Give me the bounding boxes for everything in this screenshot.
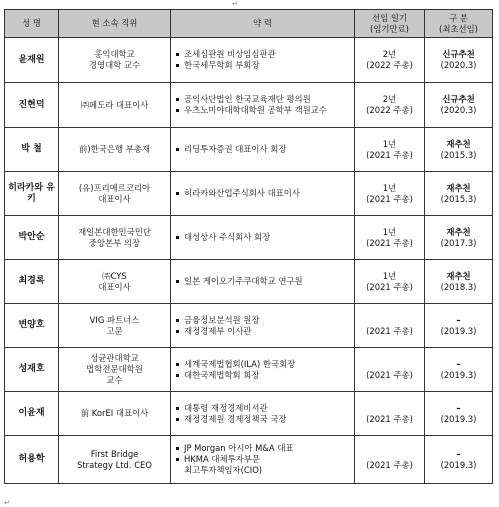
table-row (5, 436, 493, 484)
career-item: 한국세무학회 부회장 (175, 60, 352, 71)
career-list (175, 49, 352, 71)
director-name: 최경록 (5, 260, 59, 304)
term-line: (2022 주총) (366, 60, 413, 70)
term-line: (2021 주총) (366, 413, 413, 424)
career-cell (171, 128, 355, 172)
career-list (175, 359, 352, 381)
header-category (425, 10, 493, 38)
header-term-line2: (임기만료) (370, 23, 409, 34)
current-position (59, 436, 171, 484)
current-position (59, 172, 171, 216)
category-cell (425, 172, 493, 216)
director-name: 변양호 (5, 304, 59, 348)
position-line: 대표이사 (98, 193, 131, 204)
term-cell (355, 348, 425, 392)
table-row (5, 348, 493, 392)
table-row (5, 260, 493, 304)
category-cell (425, 216, 493, 260)
career-list (175, 443, 352, 476)
career-item: 재정경제부 이사관 (175, 326, 352, 337)
position-line: 홍익대학교 (94, 49, 135, 59)
career-item: 대성상사 주식회사 회장 (175, 232, 352, 243)
career-cell (171, 348, 355, 392)
career-cell (171, 392, 355, 436)
category-label: – (456, 314, 461, 325)
category-label: 재추천 (446, 138, 471, 149)
director-name: 허용학 (5, 436, 59, 484)
position-line: ㈜페도라 대표이사 (80, 99, 149, 110)
position-line: ㈜CYS (102, 270, 127, 281)
term-cell (355, 128, 425, 172)
header-category-line1: 구 분 (449, 12, 468, 23)
career-item: 일본 게이오기주쿠대학교 연구원 (175, 276, 352, 287)
current-position (59, 348, 171, 392)
first-appointed-date: (2019.3) (440, 413, 477, 424)
table-row (5, 216, 493, 260)
career-item: 재정경제원 경제정책국 국장 (175, 414, 352, 425)
term-line: 1년 (382, 138, 397, 149)
term-cell (355, 436, 425, 484)
category-label: 신규추천 (442, 49, 475, 59)
first-appointed-date: (2018.3) (440, 281, 477, 292)
table-header-row (5, 10, 493, 38)
position-line: 재일본대한민국민단 (78, 226, 151, 237)
first-appointed-date: (2015.3) (440, 149, 477, 160)
term-cell (355, 304, 425, 348)
term-line (357, 403, 422, 414)
career-item: 조세심판원 비상임심판관 (175, 49, 352, 60)
term-line (357, 315, 422, 326)
term-line: (2022 주총) (366, 105, 413, 115)
position-line: 고문 (106, 325, 123, 336)
position-line: Strategy Ltd. CEO (77, 459, 152, 470)
header-position: 현 소속 직위 (59, 10, 171, 38)
position-line: 前)한국은행 부총재 (79, 144, 150, 154)
position-line: VIG 파트너스 (89, 314, 140, 325)
term-cell (355, 260, 425, 304)
director-name: 박안순 (5, 216, 59, 260)
table-row (5, 38, 493, 83)
position-line: First Bridge (90, 448, 139, 459)
table-row (5, 304, 493, 348)
term-line: (2021 주총) (366, 237, 413, 248)
table-row (5, 172, 493, 216)
term-cell (355, 392, 425, 436)
position-line: 법학전문대학원 (86, 364, 143, 374)
category-cell (425, 436, 493, 484)
career-item: 공익사단법인 한국교육재단 평의원 (175, 94, 352, 105)
category-cell (425, 392, 493, 436)
career-item: JP Morgan 아시아 M&A 대표 (175, 443, 352, 454)
career-item: 최고투자책임자(CIO) (184, 465, 263, 475)
term-line (357, 449, 422, 460)
header-term (355, 10, 425, 38)
career-item: 우츠노미야대학대학원 공학부 객원교수 (175, 105, 352, 116)
career-cell (171, 216, 355, 260)
director-name: 이윤재 (5, 392, 59, 436)
first-appointed-date: (2020.3) (440, 105, 477, 115)
category-cell (425, 38, 493, 83)
career-item: 대한국제법학회 회장 (175, 370, 352, 381)
header-term-line1: 선임 일기 (371, 12, 408, 23)
director-name: 히라카와 유키 (5, 172, 59, 216)
category-label: 재추천 (446, 270, 471, 281)
position-line: 前 KorEI 대표이사 (80, 408, 149, 418)
career-list (175, 188, 352, 199)
career-cell (171, 172, 355, 216)
term-line: 2년 (382, 94, 397, 104)
category-label: – (456, 358, 461, 369)
category-cell (425, 348, 493, 392)
position-line: 성균관대학교 (90, 353, 139, 363)
career-item: 리딩투자증권 대표이사 회장 (175, 144, 352, 155)
term-line: 1년 (382, 226, 397, 237)
current-position (59, 392, 171, 436)
category-label: – (456, 448, 461, 459)
career-cell (171, 436, 355, 484)
term-line: (2021 주총) (366, 459, 413, 470)
category-label: 재추천 (446, 182, 471, 193)
term-line: (2021 주총) (366, 193, 413, 204)
term-cell (355, 216, 425, 260)
career-item: 대통령 재정경제비서관 (175, 403, 352, 414)
term-line: 1년 (382, 182, 397, 193)
term-cell (355, 172, 425, 216)
career-list (175, 315, 352, 337)
term-line: (2021 주총) (366, 281, 413, 292)
table-row (5, 83, 493, 128)
career-item: 세계국제법협회(ILA) 한국회장 (175, 359, 352, 370)
career-list (175, 144, 352, 155)
term-cell (355, 38, 425, 83)
career-cell (171, 260, 355, 304)
header-name: 성 명 (5, 10, 59, 38)
career-cell (171, 304, 355, 348)
directors-table (4, 9, 493, 484)
first-appointed-date: (2019.3) (440, 325, 477, 336)
position-line: 경영대학 교수 (88, 60, 141, 70)
career-list (175, 276, 352, 287)
paragraph-mark-bottom: ↵ (4, 499, 10, 507)
term-cell (355, 83, 425, 128)
current-position (59, 128, 171, 172)
career-list (175, 403, 352, 425)
career-item: 금융정보분석원 원장 (175, 315, 352, 326)
paragraph-mark: ↵ (232, 0, 238, 8)
career-item: 히라카와산업주식회사 대표이사 (175, 188, 352, 199)
current-position (59, 38, 171, 83)
category-label: – (456, 402, 461, 413)
category-cell (425, 260, 493, 304)
term-line: (2021 주총) (366, 325, 413, 336)
table-row (5, 128, 493, 172)
career-list (175, 94, 352, 116)
career-cell (171, 38, 355, 83)
table-row (5, 392, 493, 436)
term-line: 1년 (382, 270, 397, 281)
term-line: (2021 주총) (366, 149, 413, 160)
header-category-line2: (최초선임) (439, 23, 478, 34)
career-cell (171, 83, 355, 128)
category-cell (425, 83, 493, 128)
position-line: (유)프리메르코리아 (78, 182, 151, 193)
category-cell (425, 304, 493, 348)
first-appointed-date: (2017.3) (440, 237, 477, 248)
position-line: 교수 (106, 375, 123, 385)
current-position (59, 83, 171, 128)
director-name: 윤재원 (5, 38, 59, 83)
director-name: 박 철 (5, 128, 59, 172)
category-cell (425, 128, 493, 172)
director-name: 성재호 (5, 348, 59, 392)
first-appointed-date: (2019.3) (440, 459, 477, 470)
position-line: 대표이사 (98, 281, 131, 292)
first-appointed-date: (2015.3) (440, 193, 477, 204)
current-position (59, 304, 171, 348)
career-item: HKMA 대체투자부문 (175, 454, 352, 465)
term-line: 2년 (382, 49, 397, 59)
term-line (357, 359, 422, 370)
current-position (59, 260, 171, 304)
current-position (59, 216, 171, 260)
category-label: 신규추천 (442, 94, 475, 104)
category-label: 재추천 (446, 226, 471, 237)
position-line: 중앙본부 의장 (88, 237, 141, 248)
director-name: 진현덕 (5, 83, 59, 128)
header-career: 약 력 (171, 10, 355, 38)
first-appointed-date: (2020.3) (440, 60, 477, 70)
career-list (175, 232, 352, 243)
first-appointed-date: (2019.3) (440, 369, 477, 380)
term-line: (2021 주총) (366, 369, 413, 380)
